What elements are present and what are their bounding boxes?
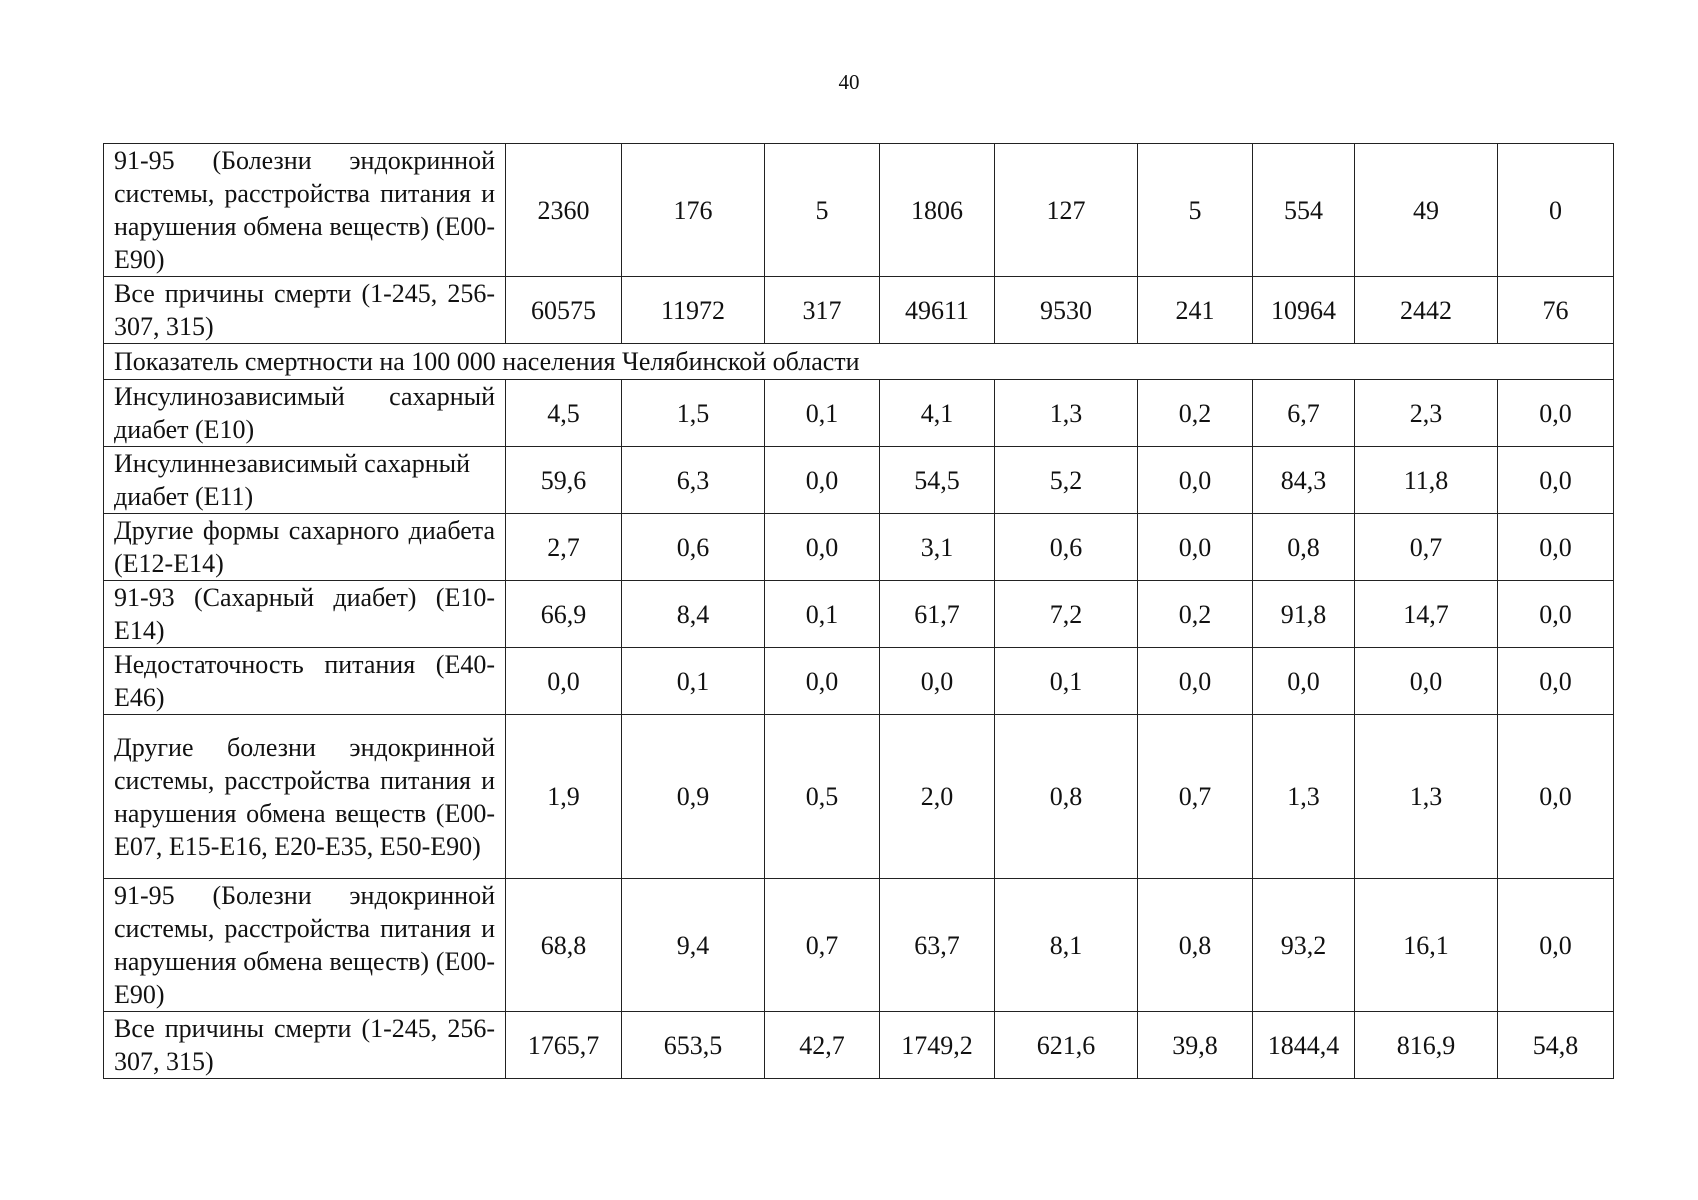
table-cell: 1,3: [995, 380, 1138, 447]
table-cell: 0,0: [1138, 514, 1253, 581]
table-cell: 7,2: [995, 581, 1138, 648]
row-label: Недостаточность питания (Е40-Е46): [104, 648, 506, 715]
row-label: Инсулиннезависимый сахарный диабет (Е11): [104, 447, 506, 514]
table-cell: 0,0: [1253, 648, 1355, 715]
table-cell: 93,2: [1253, 879, 1355, 1012]
table-cell: 0,0: [1498, 581, 1614, 648]
row-label: 91-93 (Сахарный диабет) (Е10-Е14): [104, 581, 506, 648]
table-row: [104, 581, 1614, 648]
table-cell: 1,5: [622, 380, 765, 447]
table-cell: 176: [622, 144, 765, 277]
table-cell: 317: [765, 277, 880, 344]
table-cell: 0,8: [1253, 514, 1355, 581]
table-cell: 0,0: [1355, 648, 1498, 715]
table-row: [104, 715, 1614, 879]
table-cell: 60575: [506, 277, 622, 344]
table-cell: 8,1: [995, 879, 1138, 1012]
table-row: [104, 447, 1614, 514]
table-row: [104, 277, 1614, 344]
table-cell: 1,9: [506, 715, 622, 879]
table-cell: 39,8: [1138, 1012, 1253, 1079]
table-cell: 11,8: [1355, 447, 1498, 514]
table-cell: 0,8: [1138, 879, 1253, 1012]
table-cell: 1,3: [1355, 715, 1498, 879]
table-cell: 0,2: [1138, 380, 1253, 447]
table-cell: 6,7: [1253, 380, 1355, 447]
table-cell: 5: [1138, 144, 1253, 277]
table-cell: 5,2: [995, 447, 1138, 514]
table-cell: 84,3: [1253, 447, 1355, 514]
table-row: [104, 144, 1614, 277]
table-cell: 0: [1498, 144, 1614, 277]
table-cell: 0,0: [1498, 514, 1614, 581]
page-number: 40: [838, 70, 860, 94]
table-cell: 0,1: [622, 648, 765, 715]
row-label: 91-95 (Болезни эндокринной системы, расстройства питания и нарушения обмена веществ) (Е00-Е90): [104, 144, 506, 277]
table-cell: 0,5: [765, 715, 880, 879]
row-label: Другие болезни эндокринной системы, расстройства питания и нарушения обмена веществ (Е00-Е07, Е15-Е16, Е20-Е35, Е50-Е90): [104, 715, 506, 879]
table-cell: 0,1: [995, 648, 1138, 715]
table-cell: 0,0: [1138, 447, 1253, 514]
table-cell: 49: [1355, 144, 1498, 277]
table-cell: 1844,4: [1253, 1012, 1355, 1079]
table-row: [104, 380, 1614, 447]
table-cell: 0,0: [1498, 447, 1614, 514]
table-cell: 241: [1138, 277, 1253, 344]
table-cell: 0,0: [1498, 380, 1614, 447]
mortality-table: [103, 143, 1614, 1079]
table-cell: 2,7: [506, 514, 622, 581]
table-cell: 16,1: [1355, 879, 1498, 1012]
row-label: Другие формы сахарного диабета (Е12-Е14): [104, 514, 506, 581]
table-row: [104, 1012, 1614, 1079]
row-label: Все причины смерти (1-245, 256-307, 315): [104, 277, 506, 344]
table-cell: 0,0: [1498, 648, 1614, 715]
table-cell: 0,7: [1355, 514, 1498, 581]
table-cell: 11972: [622, 277, 765, 344]
table-cell: 9530: [995, 277, 1138, 344]
table-cell: 554: [1253, 144, 1355, 277]
table-cell: 61,7: [880, 581, 995, 648]
row-label: Все причины смерти (1-245, 256-307, 315): [104, 1012, 506, 1079]
table-cell: 14,7: [1355, 581, 1498, 648]
table-cell: 0,6: [995, 514, 1138, 581]
table-cell: 4,5: [506, 380, 622, 447]
table-cell: 9,4: [622, 879, 765, 1012]
table-cell: 2,0: [880, 715, 995, 879]
table-cell: 127: [995, 144, 1138, 277]
table-cell: 621,6: [995, 1012, 1138, 1079]
row-label: Инсулинозависимый сахарный диабет (Е10): [104, 380, 506, 447]
table-cell: 0,8: [995, 715, 1138, 879]
table-cell: 4,1: [880, 380, 995, 447]
table-cell: 0,0: [1498, 715, 1614, 879]
table-cell: 59,6: [506, 447, 622, 514]
table-cell: 0,0: [880, 648, 995, 715]
table-cell: 0,0: [765, 447, 880, 514]
table-cell: 2,3: [1355, 380, 1498, 447]
row-label: 91-95 (Болезни эндокринной системы, расстройства питания и нарушения обмена веществ) (Е00-Е90): [104, 879, 506, 1012]
table-cell: 1765,7: [506, 1012, 622, 1079]
table-cell: 0,0: [765, 514, 880, 581]
table-cell: 0,9: [622, 715, 765, 879]
table-cell: 0,7: [765, 879, 880, 1012]
table-cell: 8,4: [622, 581, 765, 648]
table-cell: 2360: [506, 144, 622, 277]
table-cell: 0,1: [765, 380, 880, 447]
table-cell: 1806: [880, 144, 995, 277]
table-cell: 76: [1498, 277, 1614, 344]
table-cell: 0,0: [1498, 879, 1614, 1012]
section-title: Показатель смертности на 100 000 населения Челябинской области: [104, 344, 1614, 380]
table-cell: 1749,2: [880, 1012, 995, 1079]
table-cell: 54,8: [1498, 1012, 1614, 1079]
table-cell: 10964: [1253, 277, 1355, 344]
table-cell: 6,3: [622, 447, 765, 514]
section-row: [104, 344, 1614, 380]
table-cell: 66,9: [506, 581, 622, 648]
table-row: [104, 648, 1614, 715]
table-cell: 0,1: [765, 581, 880, 648]
table-cell: 0,0: [1138, 648, 1253, 715]
table-cell: 49611: [880, 277, 995, 344]
table-cell: 42,7: [765, 1012, 880, 1079]
table-cell: 91,8: [1253, 581, 1355, 648]
table-cell: 68,8: [506, 879, 622, 1012]
table-row: [104, 879, 1614, 1012]
table-cell: 0,0: [765, 648, 880, 715]
table-cell: 54,5: [880, 447, 995, 514]
table-cell: 3,1: [880, 514, 995, 581]
table-row: [104, 514, 1614, 581]
table-cell: 0,0: [506, 648, 622, 715]
table-cell: 653,5: [622, 1012, 765, 1079]
table-cell: 0,6: [622, 514, 765, 581]
table-cell: 2442: [1355, 277, 1498, 344]
table-cell: 0,2: [1138, 581, 1253, 648]
table-cell: 0,7: [1138, 715, 1253, 879]
table-cell: 816,9: [1355, 1012, 1498, 1079]
table-cell: 5: [765, 144, 880, 277]
table-cell: 1,3: [1253, 715, 1355, 879]
table-cell: 63,7: [880, 879, 995, 1012]
